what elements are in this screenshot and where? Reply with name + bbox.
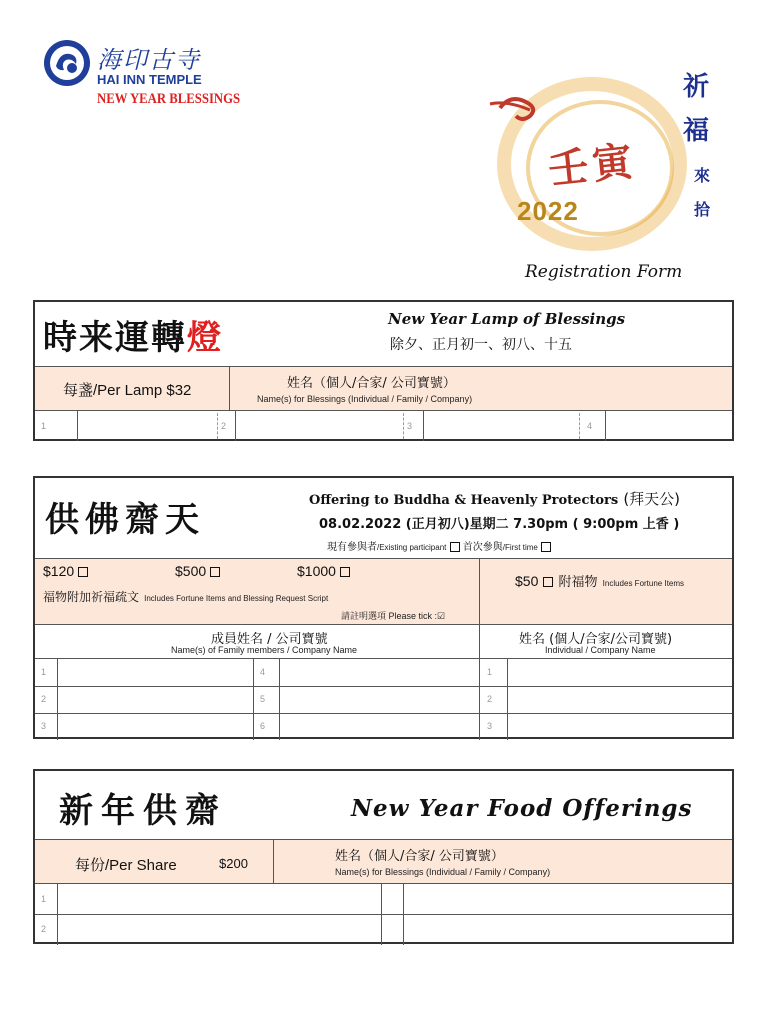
row-number: 1	[487, 667, 493, 677]
first-time-checkbox[interactable]	[541, 542, 551, 552]
offering-title-chinese: 供佛齋天	[45, 500, 205, 540]
option-120	[43, 563, 88, 579]
includes-cn: 福物附加祈福疏文	[43, 590, 140, 604]
lamp-section	[33, 300, 734, 441]
row-number: 4	[587, 421, 593, 431]
members-grid	[35, 658, 732, 740]
offering-options-row	[35, 558, 732, 625]
option-1000-label: $1000	[297, 563, 336, 579]
emblem-year: 2022	[517, 196, 579, 226]
member-name-input-5[interactable]	[280, 686, 479, 713]
brand-subtitle: NEW YEAR BLESSINGS	[97, 91, 241, 107]
emblem-characters: 壬寅	[546, 137, 639, 194]
row-number: 2	[221, 421, 227, 431]
lamp-name-input-3[interactable]	[423, 411, 580, 441]
food-price: $200	[219, 856, 248, 871]
row-number: 3	[407, 421, 413, 431]
offering-section	[33, 476, 734, 739]
food-name-header-cn: 姓名（個人/合家/ 公司寶號）	[335, 849, 504, 864]
row-number: 3	[41, 721, 47, 731]
food-name-input-3[interactable]	[404, 884, 732, 914]
option-500-label: $500	[175, 563, 207, 579]
food-title-chinese: 新年供齋	[59, 791, 227, 831]
option-120-label: $120	[43, 563, 75, 579]
offering-title-english-cn: (拜天公)	[623, 490, 681, 508]
offering-title-line	[309, 488, 680, 509]
temple-logo-icon	[42, 38, 92, 88]
option-500	[175, 563, 220, 579]
participant-first-en: /First time	[502, 543, 538, 552]
lamp-price: 每盞/Per Lamp $32	[63, 382, 192, 399]
individual-name-input-1[interactable]	[508, 659, 732, 686]
participant-first-label: 首次參與	[462, 542, 503, 553]
lamp-name-header-en: Name(s) for Blessings (Individual / Family / Company)	[257, 394, 473, 404]
lamp-title	[43, 310, 223, 359]
lamp-name-input-1[interactable]	[77, 411, 218, 441]
members-header-cn: 成員姓名 / 公司寶號	[211, 632, 328, 647]
existing-participant-checkbox[interactable]	[450, 542, 460, 552]
lamp-title-accent: 燈	[187, 318, 223, 358]
row-number: 6	[260, 721, 266, 731]
member-name-input-6[interactable]	[280, 713, 479, 740]
row-number: 1	[41, 894, 47, 904]
row-number: 3	[487, 721, 493, 731]
lamp-dates: 除夕、正月初一、初八、十五	[390, 337, 572, 353]
row-number: 1	[41, 667, 47, 677]
lamp-name-input-4[interactable]	[605, 411, 733, 441]
lamp-title-chinese: 時来運轉	[43, 318, 187, 358]
offering-date: 08.02.2022 (正月初八)星期二 7.30pm ( 9:00pm 上香 )	[319, 517, 680, 532]
row-number: 5	[260, 694, 266, 704]
member-name-input-4[interactable]	[280, 659, 479, 686]
individual-name-input-2[interactable]	[508, 686, 732, 713]
row-number: 2	[41, 694, 47, 704]
offering-title-english: Offering to Buddha & Heavenly Protectors	[309, 493, 619, 508]
option-1000-checkbox[interactable]	[340, 567, 350, 577]
lamp-name-input-2[interactable]	[235, 411, 404, 441]
includes-en: Includes Fortune Items and Blessing Request Script	[144, 594, 329, 603]
food-price-label: 每份/Per Share	[75, 857, 177, 874]
lamp-price-row	[35, 366, 732, 411]
option-50-label: $50	[515, 573, 539, 589]
member-name-input-2[interactable]	[58, 686, 253, 713]
lamp-name-row	[35, 410, 732, 442]
includes-line	[43, 586, 328, 605]
option-50-checkbox[interactable]	[543, 577, 553, 587]
food-section	[33, 769, 734, 944]
food-title-english: New Year Food Offerings	[351, 795, 693, 822]
food-name-grid	[35, 883, 732, 945]
option-120-checkbox[interactable]	[78, 567, 88, 577]
new-year-emblem	[482, 72, 702, 252]
row-number: 2	[41, 924, 47, 934]
food-name-input-1[interactable]	[58, 884, 381, 914]
vertical-blessing-3: 來	[694, 166, 711, 185]
members-header-row	[35, 624, 732, 659]
tick-note: 請註明選項 Please tick :☑	[341, 611, 446, 621]
lamp-title-english: New Year Lamp of Blessings	[388, 310, 626, 328]
food-price-row	[35, 839, 732, 884]
option-50-cn: 附福物	[558, 575, 598, 590]
row-number: 1	[41, 421, 47, 431]
participant-existing-en: /Existing participant	[377, 543, 447, 552]
vertical-blessing-1: 祈	[683, 72, 710, 102]
vertical-blessing-4: 拾	[694, 200, 711, 219]
members-header-en: Name(s) of Family members / Company Name	[171, 645, 358, 655]
food-name-input-2[interactable]	[58, 914, 381, 944]
right-header-cn: 姓名 (個人/合家/公司寶號)	[519, 632, 673, 647]
food-name-input-4[interactable]	[404, 914, 732, 944]
form-title: Registration Form	[525, 262, 683, 282]
row-number: 4	[260, 667, 266, 677]
option-500-checkbox[interactable]	[210, 567, 220, 577]
vertical-blessing-2: 福	[683, 116, 710, 146]
option-50	[515, 571, 684, 590]
option-1000	[297, 563, 350, 579]
option-50-en: Includes Fortune Items	[602, 579, 685, 588]
food-name-header-en: Name(s) for Blessings (Individual / Family / Company)	[335, 867, 551, 877]
right-header-en: Individual / Company Name	[545, 645, 656, 655]
brand-name-english: HAI INN TEMPLE	[97, 72, 202, 87]
lamp-name-header-cn: 姓名（個人/合家/ 公司寶號）	[287, 376, 456, 391]
participant-existing-label: 現有參與者	[327, 542, 377, 553]
row-number: 2	[487, 694, 493, 704]
participant-line	[327, 538, 551, 553]
member-name-input-1[interactable]	[58, 659, 253, 686]
member-name-input-3[interactable]	[58, 713, 253, 740]
individual-name-input-3[interactable]	[508, 713, 732, 740]
brand-name-chinese: 海印古寺	[97, 46, 201, 74]
